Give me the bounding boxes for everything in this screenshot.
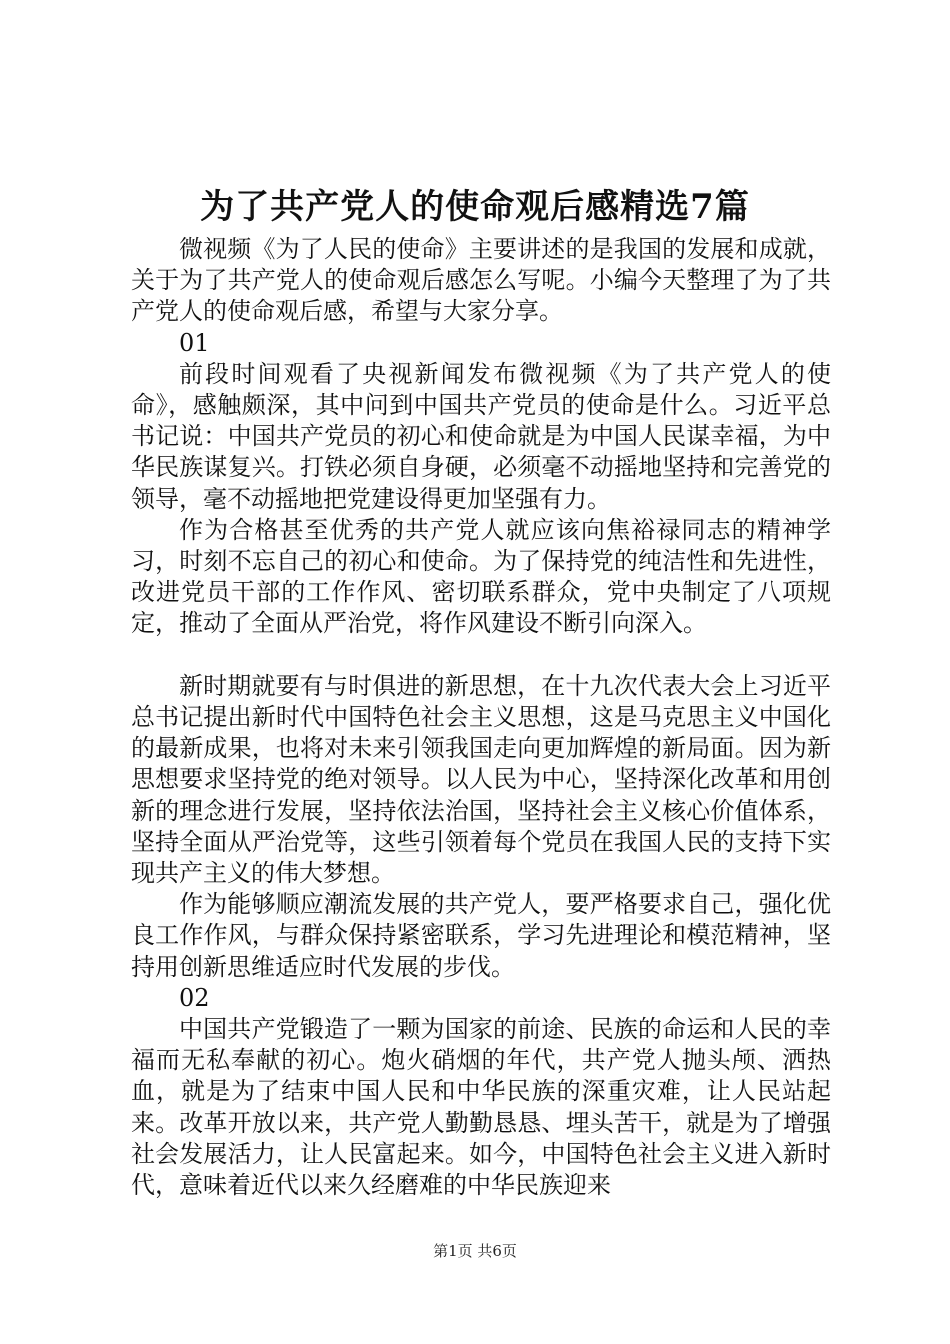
document-title: 为了共产党人的使命观后感精选7篇 bbox=[200, 187, 750, 227]
body-paragraph: 中国共产党锻造了一颗为国家的前途、民族的命运和人民的幸福而无私奉献的初心。炮火硝烟的年代，共产党人抛头颅、洒热血，就是为了结束中国人民和中华民族的深重灾难，让人民站起来。改革开放以来，共产党人勤勤恳恳、埋头苦干，就是为了增强社会发展活力，让人民富起来。如今，中国特色社会主义进入新时代，意味着近代以来久经磨难的中华民族迎来 bbox=[131, 1015, 831, 1200]
page-footer: 第1页 共6页 bbox=[433, 1242, 517, 1260]
paragraph-spacer bbox=[131, 640, 831, 671]
body-paragraph: 作为合格甚至优秀的共产党人就应该向焦裕禄同志的精神学习，时刻不忘自己的初心和使命。为了保持党的纯洁性和先进性，改进党员干部的工作作风、密切联系群众，党中央制定了八项规定，推动了全面从严治党，将作风建设不断引向深入。 bbox=[131, 515, 831, 638]
body-paragraph: 前段时间观看了央视新闻发布微视频《为了共产党人的使命》，感触颇深，其中问到中国共产党员的使命是什么。习近平总书记说：中国共产党员的初心和使命就是为中国人民谋幸福，为中华民族谋复兴。打铁必须自身硬，必须毫不动摇地坚持和完善党的领导，毫不动摇地把党建设得更加坚强有力。 bbox=[131, 359, 831, 513]
body-paragraph: 新时期就要有与时俱进的新思想，在十九次代表大会上习近平总书记提出新时代中国特色社会主义思想，这是马克思主义中国化的最新成果，也将对未来引领我国走向更加辉煌的新局面。因为新思想要求坚持党的绝对领导。以人民为中心，坚持深化改革和用创新的理念进行发展，坚持依法治国，坚持社会主义核心价值体系，坚持全面从严治党等，这些引领着每个党员在我国人民的支持下实现共产主义的伟大梦想。 bbox=[131, 671, 831, 888]
section-number: 02 bbox=[179, 983, 210, 1012]
document-body bbox=[131, 234, 831, 1201]
intro-paragraph: 微视频《为了人民的使命》主要讲述的是我国的发展和成就，关于为了共产党人的使命观后感怎么写呢。小编今天整理了为了共产党人的使命观后感，希望与大家分享。 bbox=[131, 235, 831, 326]
body-paragraph: 作为能够顺应潮流发展的共产党人，要严格要求自己，强化优良工作作风，与群众保持紧密联系，学习先进理论和模范精神，坚持用创新思维适应时代发展的步伐。 bbox=[131, 890, 831, 981]
section-number: 01 bbox=[179, 328, 210, 357]
